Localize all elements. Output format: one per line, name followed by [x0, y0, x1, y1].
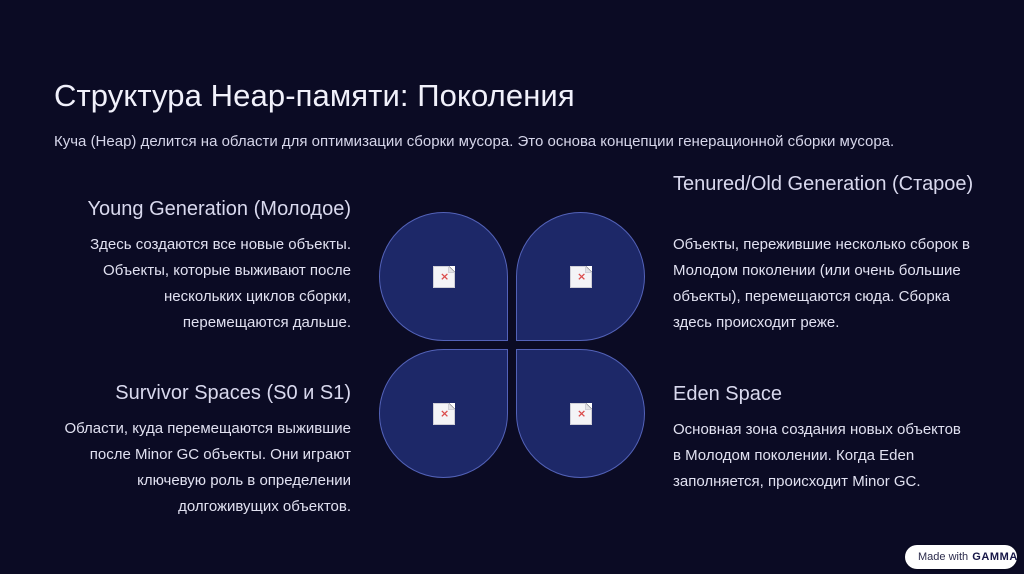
tenured-generation-title: Tenured/Old Generation (Старое)	[673, 173, 974, 195]
young-generation-text: Здесь создаются все новые объекты. Объекты, которые выживают после нескольких циклов сборки, перемещаются дальше.	[90, 236, 351, 331]
eden-space-title: Eden Space	[673, 383, 782, 405]
gamma-logo: GAMMA	[972, 551, 1018, 563]
slide-title: Структура Heap-памяти: Поколения	[54, 77, 575, 113]
made-with-gamma-badge[interactable]	[905, 545, 1017, 569]
broken-image-icon	[570, 403, 592, 425]
survivor-spaces-petal	[379, 349, 508, 478]
generation-petal-diagram	[379, 212, 645, 478]
survivor-spaces-section	[60, 380, 351, 520]
tenured-generation-petal	[516, 212, 645, 341]
broken-image-icon	[433, 403, 455, 425]
eden-space-text: Основная зона создания новых объектов в Молодом поколении. Когда Eden заполняется, происходит Minor GC.	[673, 421, 961, 490]
eden-space-petal	[516, 349, 645, 478]
young-generation-section	[60, 196, 351, 336]
broken-image-icon	[433, 266, 455, 288]
survivor-spaces-text: Области, куда перемещаются выжившие после Minor GC объекты. Они играют ключевую роль в определении долгоживущих объектов.	[64, 420, 351, 515]
young-generation-petal	[379, 212, 508, 341]
tenured-generation-section	[673, 171, 973, 336]
young-generation-title: Young Generation (Молодое)	[87, 198, 351, 220]
survivor-spaces-title: Survivor Spaces (S0 и S1)	[115, 382, 351, 404]
badge-prefix: Made with	[918, 551, 969, 563]
slide-subtitle: Куча (Heap) делится на области для оптимизации сборки мусора. Это основа концепции генерационной сборки мусора.	[54, 133, 895, 150]
broken-image-icon	[570, 266, 592, 288]
eden-space-section	[673, 381, 973, 495]
tenured-generation-text: Объекты, пережившие несколько сборок в Молодом поколении (или очень большие объекты), перемещаются сюда. Сборка здесь происходит реже.	[673, 236, 970, 331]
